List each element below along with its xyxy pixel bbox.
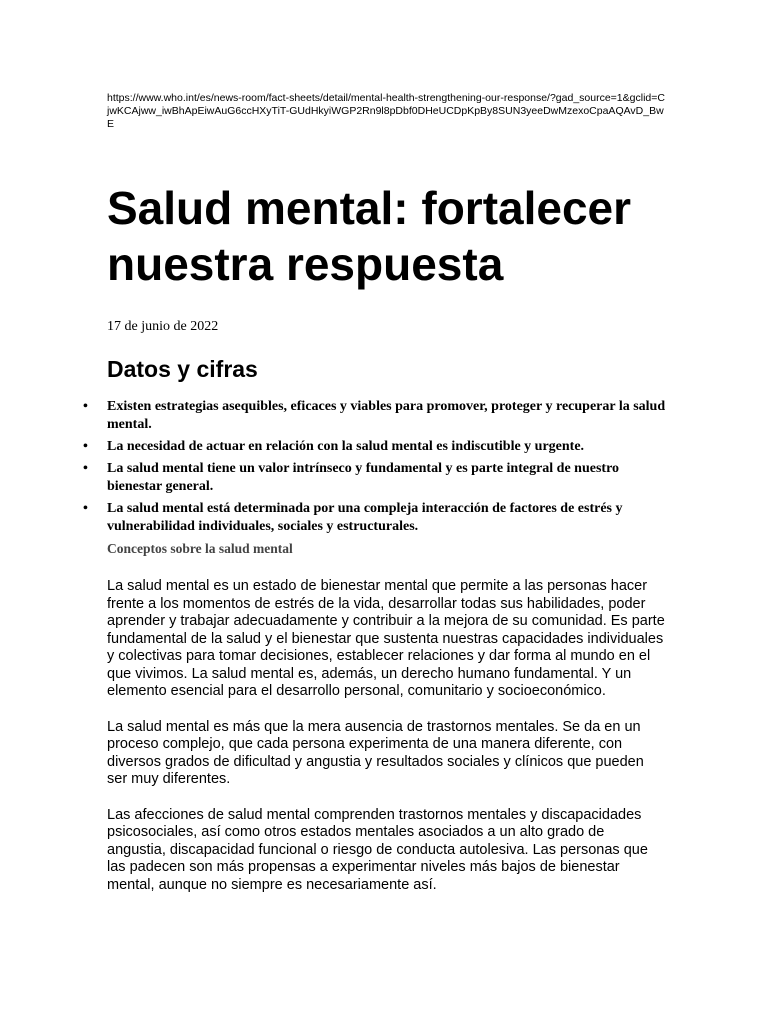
source-url[interactable]: https://www.who.int/es/news-room/fact-sheets/detail/mental-health-strengthening-our-response/?gad_source=1&gclid=CjwKCAjww_iwBhApEiwAuG6ccHXyTiT-GUdHkyiWGP2Rn9l8pDbf0DHeUCDpKpBy8SUN3yeeDwMzexoCpaAQAvD_BwE [107,92,665,130]
document-page [83,92,667,894]
facts-heading: Datos y cifras [107,356,258,382]
fact-item [83,398,667,434]
bullet-icon: • [83,399,88,414]
fact-item [83,500,667,536]
fact-text: La necesidad de actuar en relación con la salud mental es indiscutible y urgente. [107,439,585,454]
bullet-icon: • [83,501,88,516]
facts-list [83,398,667,536]
fact-item [83,460,667,496]
body-paragraph: La salud mental es más que la mera ausencia de trastornos mentales. Se da en un proceso complejo, que cada persona experimenta de una manera diferente, con diversos grados de dificultad y angustia y resultados sociales y clínicos que pueden ser muy diferentes. [107,718,644,787]
concepts-heading: Conceptos sobre la salud mental [107,541,293,556]
publication-date: 17 de junio de 2022 [107,319,219,334]
body-paragraph: La salud mental es un estado de bienestar mental que permite a las personas hacer frente a los momentos de estrés de la vida, desarrollar todas sus habilidades, poder aprender y trabajar adecuadamente y contribuir a la mejora de su comunidad. Es parte fundamental de la salud y el bienestar que sustenta nuestras capacidades individuales y colectivas para tomar decisiones, establecer relaciones y dar forma al mundo en el que vivimos. La salud mental es, además, un derecho humano fundamental. Y un elemento esencial para el desarrollo personal, comunitario y socioeconómico. [107,578,665,699]
fact-item [83,438,667,456]
fact-text: La salud mental está determinada por una compleja interacción de factores de estrés y vulnerabilidad individuales, sociales y estructurales. [107,501,623,534]
body-paragraph: Las afecciones de salud mental comprenden trastornos mentales y discapacidades psicosociales, así como otros estados mentales asociados a un alto grado de angustia, discapacidad funcional o riesgo de conducta autolesiva. Las personas que las padecen son más propensas a experimentar niveles más bajos de bienestar mental, aunque no siempre es necesariamente así. [107,806,648,893]
page-title: Salud mental: fortalecer nuestra respuesta [107,182,632,290]
bullet-icon: • [83,439,88,454]
fact-text: Existen estrategias asequibles, eficaces y viables para promover, proteger y recuperar la salud mental. [107,399,666,432]
fact-text: La salud mental tiene un valor intrínseco y fundamental y es parte integral de nuestro bienestar general. [107,461,620,494]
bullet-icon: • [83,461,88,476]
